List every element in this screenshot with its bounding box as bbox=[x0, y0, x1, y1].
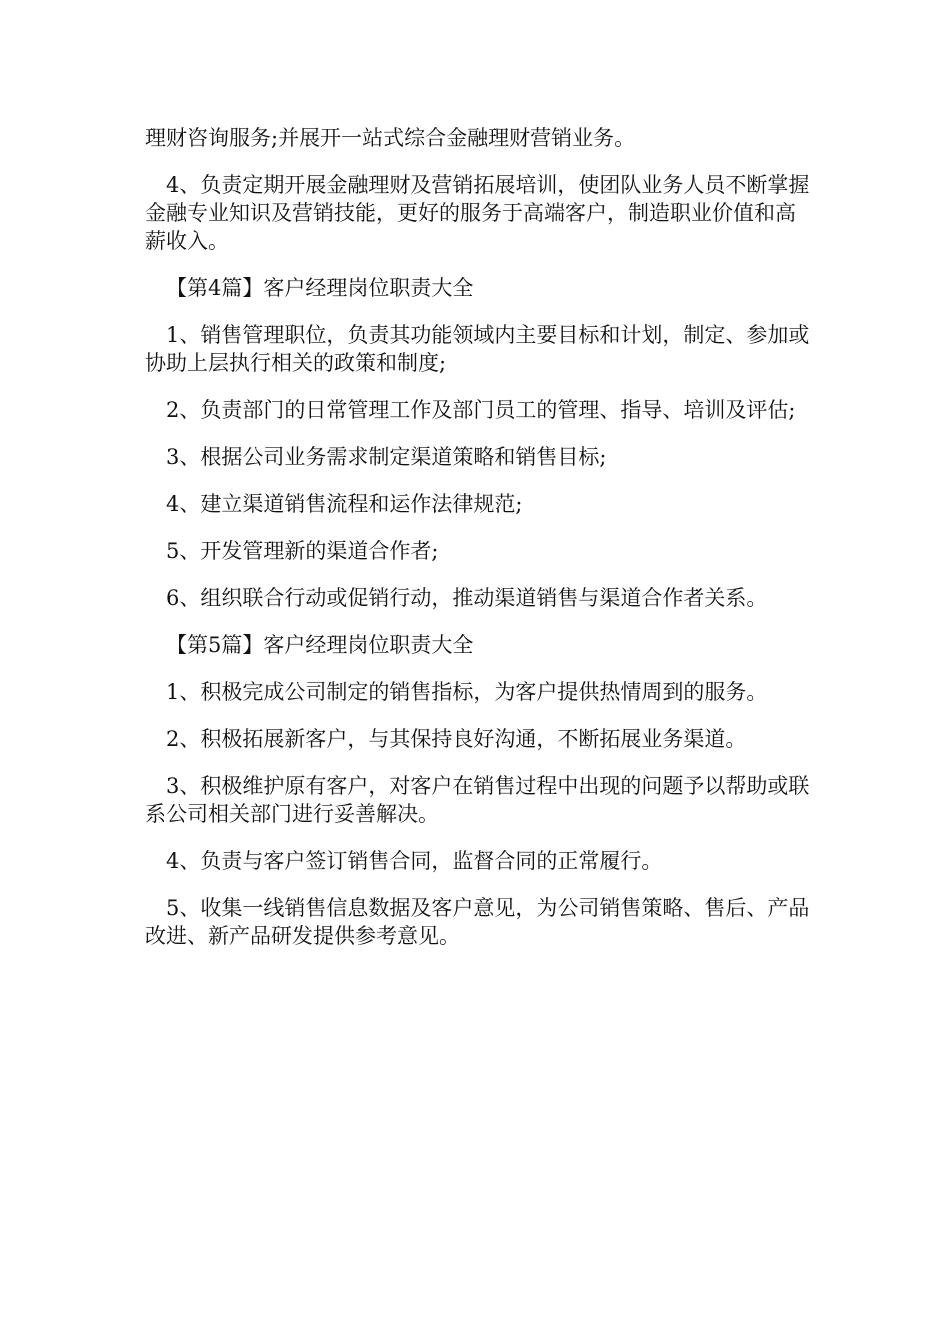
paragraph-training-duty: 4、负责定期开展金融理财及营销拓展培训，使团队业务人员不断掌握金融专业知识及营销技能，更好的服务于高端客户，制造职业价值和高薪收入。 bbox=[145, 173, 810, 253]
paragraph-duty-1: 1、积极完成公司制定的销售指标，为客户提供热情周到的服务。 bbox=[166, 680, 768, 704]
paragraph-duty-1: 1、销售管理职位，负责其功能领域内主要目标和计划，制定、参加或协助上层执行相关的政策和制度; bbox=[145, 323, 810, 375]
paragraph-duty-2: 2、积极拓展新客户，与其保持良好沟通，不断拓展业务渠道。 bbox=[166, 727, 747, 751]
section-heading-part-4: 【第4篇】客户经理岗位职责大全 bbox=[166, 276, 474, 300]
paragraph-duty-5: 5、收集一线销售信息数据及客户意见，为公司销售策略、售后、产品改进、新产品研发提供参考意见。 bbox=[145, 896, 810, 948]
document-body bbox=[145, 124, 810, 969]
paragraph-duty-4: 4、负责与客户签订销售合同，监督合同的正常履行。 bbox=[166, 849, 663, 873]
paragraph-duty-3: 3、根据公司业务需求制定渠道策略和销售目标; bbox=[166, 445, 607, 469]
paragraph-duty-5: 5、开发管理新的渠道合作者; bbox=[166, 539, 439, 563]
paragraph-duty-3: 3、积极维护原有客户，对客户在销售过程中出现的问题予以帮助或联系公司相关部门进行妥善解决。 bbox=[145, 774, 810, 826]
paragraph-continuation: 理财咨询服务;并展开一站式综合金融理财营销业务。 bbox=[145, 126, 636, 150]
paragraph-duty-6: 6、组织联合行动或促销行动，推动渠道销售与渠道合作者关系。 bbox=[166, 586, 768, 610]
paragraph-duty-2: 2、负责部门的日常管理工作及部门员工的管理、指导、培训及评估; bbox=[166, 398, 796, 422]
section-heading-part-5: 【第5篇】客户经理岗位职责大全 bbox=[166, 633, 474, 657]
paragraph-duty-4: 4、建立渠道销售流程和运作法律规范; bbox=[166, 492, 523, 516]
